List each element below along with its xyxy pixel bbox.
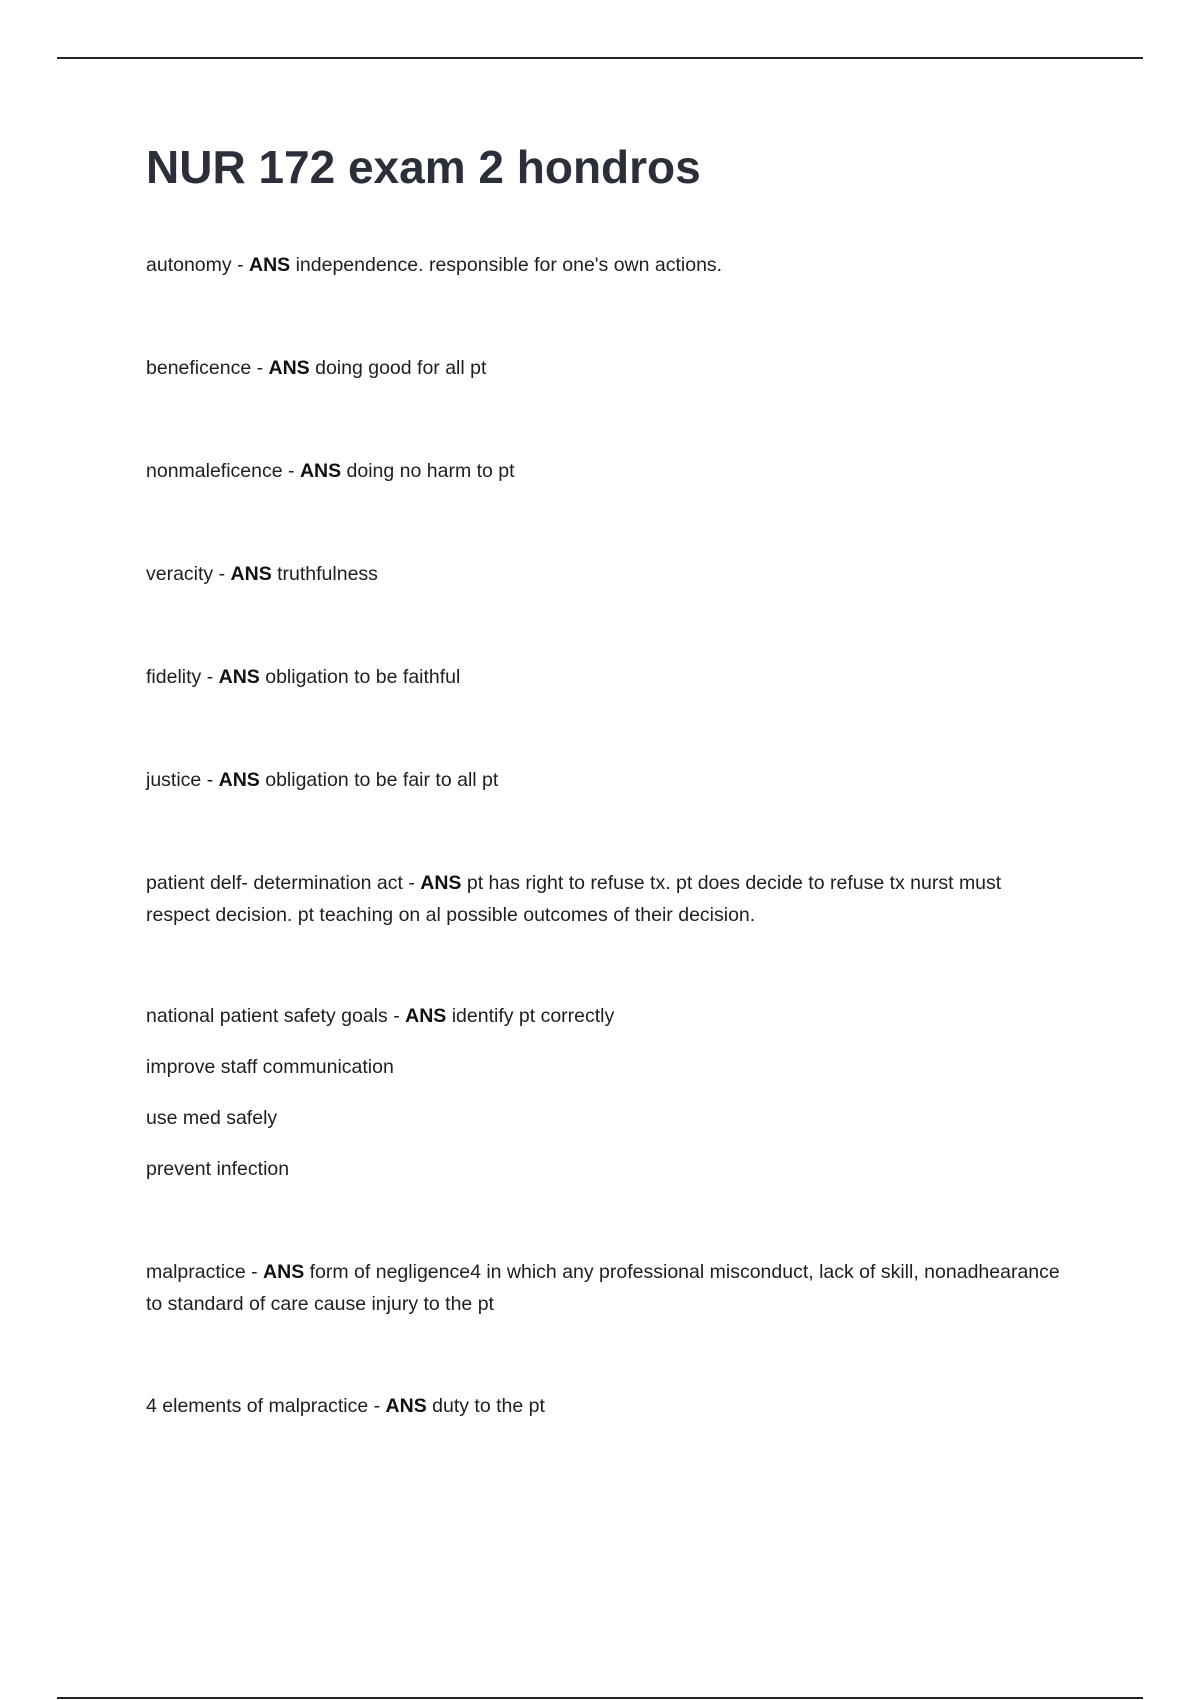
entry-separator: -	[218, 563, 226, 585]
answer-label: ANS	[263, 1261, 305, 1283]
entry-separator: -	[206, 666, 214, 688]
document-title: NUR 172 exam 2 hondros	[146, 141, 701, 193]
entry-answer: pt has right to refuse tx. pt does decide to refuse tx nurst must respect decision. pt teaching on al possible outcomes of their decision.	[146, 872, 1002, 926]
entry-separator: -	[206, 769, 214, 791]
entry-term: 4 elements of malpractice	[146, 1395, 369, 1417]
header-rule	[57, 57, 1143, 59]
entry-separator: -	[237, 254, 244, 276]
qa-entry-4-elements-of-malpractice	[146, 1390, 1066, 1422]
entry-answer: form of negligence4 in which any professional misconduct, lack of skill, nonadhearance to standard of care cause injury to the pt	[146, 1261, 1060, 1315]
answer-label: ANS	[299, 460, 342, 482]
entry-term: patient delf- determination act	[146, 872, 403, 894]
qa-entry-beneficence	[146, 352, 1066, 384]
answer-label: ANS	[248, 254, 291, 276]
entry-term: national patient safety goals	[146, 1005, 388, 1027]
entry-separator: -	[393, 1005, 400, 1027]
footer-rule	[57, 1697, 1143, 1699]
entry-answer: obligation to be faithful	[265, 666, 461, 688]
entry-answer: truthfulness	[277, 563, 378, 585]
entry-answer: independence. responsible for one's own actions.	[295, 254, 723, 276]
entry-separator: -	[256, 357, 264, 379]
entry-answer: duty to the pt	[432, 1395, 545, 1417]
entry-answer: identify pt correctly	[451, 1005, 615, 1027]
entry-answer: doing no harm to pt	[346, 460, 515, 482]
entry-term: beneficence	[146, 357, 252, 379]
qa-entry-patient-self-determination-act	[146, 867, 1066, 931]
answer-label: ANS	[230, 563, 272, 585]
entry-separator: -	[373, 1395, 381, 1417]
qa-entry-national-patient-safety-goals	[146, 1000, 1066, 1032]
answer-label: ANS	[218, 769, 260, 791]
entry-term: nonmaleficence	[146, 460, 283, 482]
entry-answer: obligation to be fair to all pt	[265, 769, 499, 791]
qa-entry-nonmaleficence	[146, 455, 1066, 487]
answer-label: ANS	[218, 666, 260, 688]
qa-entry-veracity	[146, 558, 1066, 590]
entry-separator: -	[251, 1261, 258, 1283]
qa-entry-autonomy	[146, 249, 1066, 281]
answer-label: ANS	[385, 1395, 427, 1417]
entry-separator: -	[408, 872, 415, 894]
entry-term: autonomy	[146, 254, 232, 276]
answer-label: ANS	[420, 872, 462, 894]
entry-term: veracity	[146, 563, 214, 585]
qa-entry-justice	[146, 764, 1066, 796]
entry-answer: doing good for all pt	[315, 357, 487, 379]
qa-entry-malpractice	[146, 1256, 1066, 1320]
entry-term: fidelity	[146, 666, 202, 688]
entry-extra-line: improve staff communication	[146, 1056, 394, 1078]
qa-entry-fidelity	[146, 661, 1066, 693]
entry-extra-line: use med safely	[146, 1107, 278, 1129]
entry-extra-line: prevent infection	[146, 1158, 290, 1180]
entry-separator: -	[288, 460, 295, 482]
entry-term: justice	[146, 769, 202, 791]
entry-term: malpractice	[146, 1261, 246, 1283]
answer-label: ANS	[268, 357, 310, 379]
answer-label: ANS	[405, 1005, 447, 1027]
